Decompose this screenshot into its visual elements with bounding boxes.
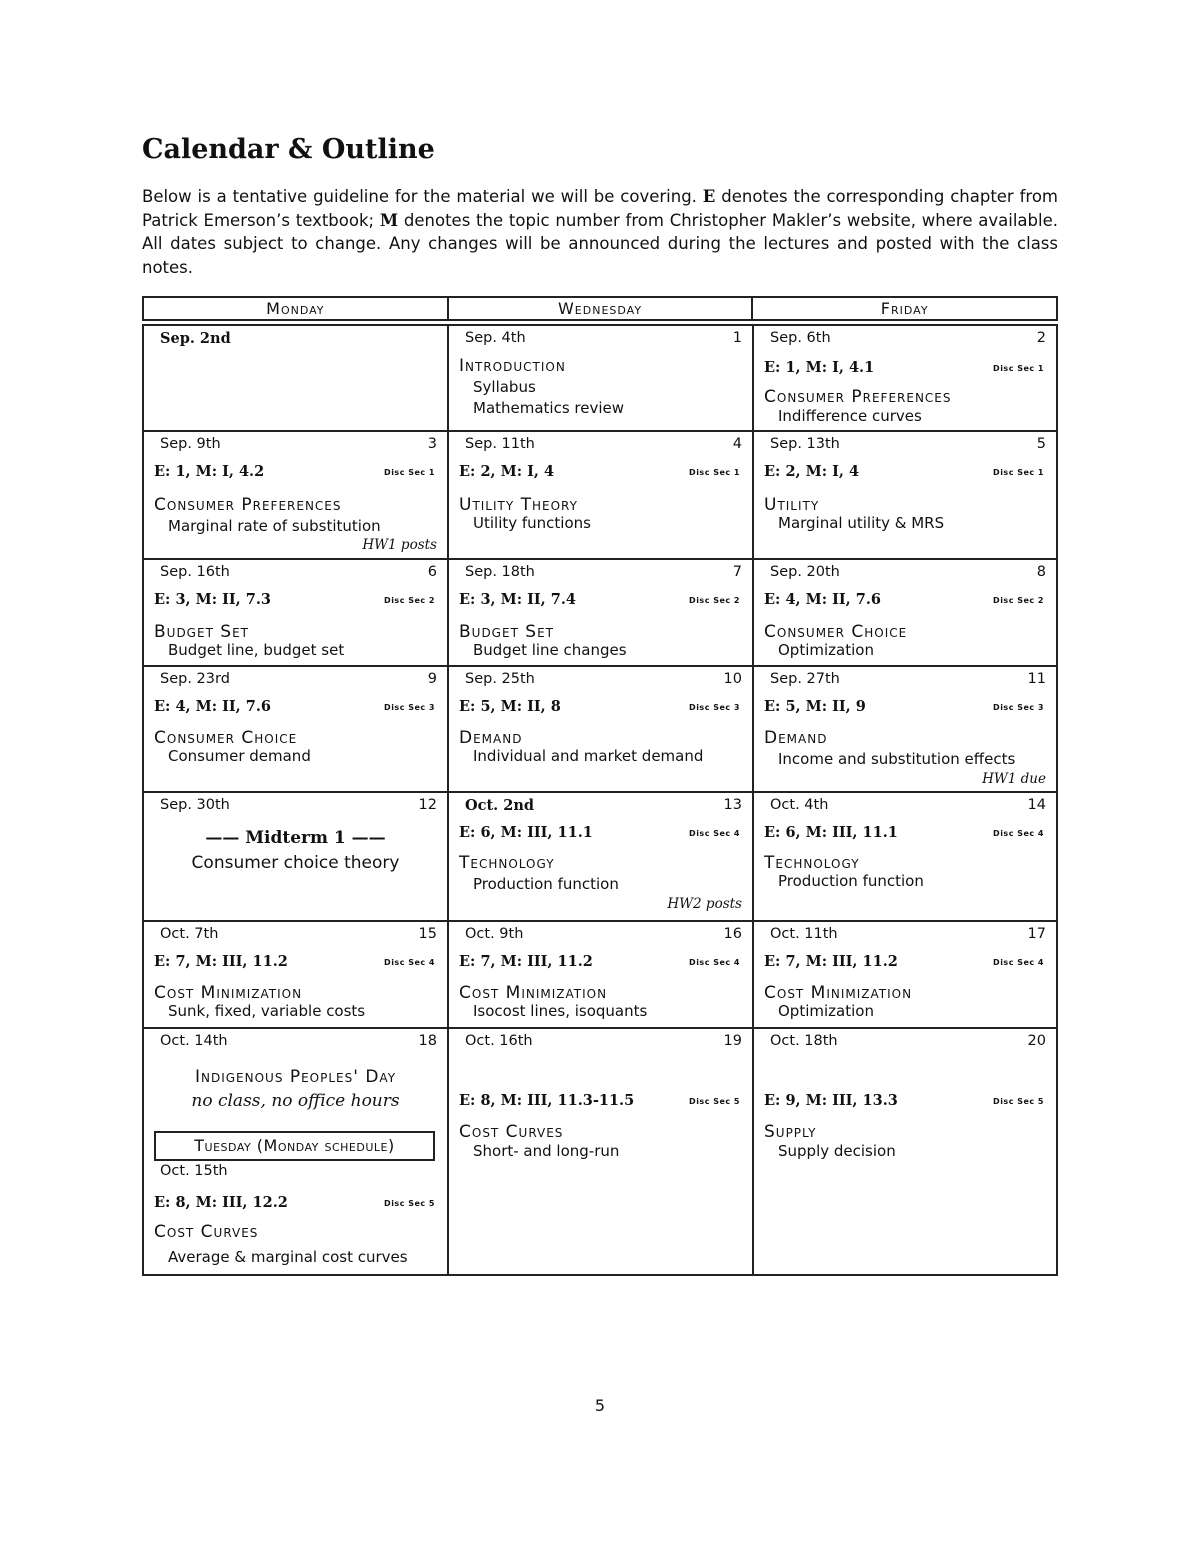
date-label: Sep. 9th (160, 436, 221, 452)
homework-note: HW1 posts (362, 537, 437, 553)
topic-subtitle: Supply decision (778, 1142, 896, 1160)
lecture-number: 17 (1027, 926, 1046, 942)
topic-subtitle: Syllabus (473, 378, 536, 396)
lecture-number: 12 (418, 797, 437, 813)
tuesday-schedule-box: Tuesday (Monday schedule) (154, 1131, 435, 1161)
reading-reference: E: 1, M: I, 4.1 (764, 359, 875, 376)
topic-title: Utility (764, 495, 820, 515)
lecture-number: 15 (418, 926, 437, 942)
date-label: Oct. 14th (160, 1033, 228, 1049)
lecture-number: 6 (427, 564, 437, 580)
topic-title: Cost Minimization (459, 983, 608, 1003)
day-cell (447, 922, 752, 1027)
date-label: Sep. 23rd (160, 671, 230, 687)
lecture-number: 16 (723, 926, 742, 942)
reading-reference: E: 4, M: II, 7.6 (764, 591, 881, 608)
discussion-section: Disc Sec 2 (689, 596, 740, 605)
lecture-number: 9 (427, 671, 437, 687)
discussion-section: Disc Sec 5 (993, 1097, 1044, 1106)
topic-title: Consumer Preferences (154, 495, 342, 515)
topic-subtitle: Income and substitution effects (778, 750, 1016, 768)
topic-subtitle: Production function (778, 872, 924, 890)
day-cell (752, 1029, 1056, 1274)
week-row (144, 560, 1056, 667)
page-number: 5 (594, 1396, 606, 1415)
topic-subtitle: Sunk, fixed, variable costs (168, 1002, 366, 1020)
date-label: Sep. 27th (770, 671, 840, 687)
topic-title: Cost Curves (154, 1222, 259, 1242)
lecture-number: 11 (1027, 671, 1046, 687)
day-cell (752, 667, 1056, 791)
discussion-section: Disc Sec 4 (689, 958, 740, 967)
midterm-title: —— Midterm 1 —— (205, 828, 386, 848)
topic-title: Supply (764, 1122, 817, 1142)
date-label: Oct. 9th (465, 926, 524, 942)
topic-title: Cost Minimization (764, 983, 913, 1003)
discussion-section: Disc Sec 4 (384, 958, 435, 967)
day-cell (144, 922, 447, 1027)
day-cell (752, 326, 1056, 430)
intro-paragraph (142, 185, 1058, 279)
topic-subtitle: Marginal rate of substitution (168, 517, 381, 535)
topic-title: Budget Set (459, 622, 555, 642)
day-cell (144, 432, 447, 558)
lecture-number: 18 (418, 1033, 437, 1049)
topic-title: Introduction (459, 356, 566, 376)
header-friday: Friday (751, 298, 1056, 319)
discussion-section: Disc Sec 3 (993, 703, 1044, 712)
intro-text: denotes the corresponding chapter from Patrick Emerson’s textbook; (142, 187, 1058, 230)
topic-title: Cost Curves (459, 1122, 564, 1142)
reading-reference: E: 9, M: III, 13.3 (764, 1092, 898, 1109)
topic-title: Consumer Choice (154, 728, 298, 748)
discussion-section: Disc Sec 3 (384, 703, 435, 712)
topic-subtitle: Average & marginal cost curves (168, 1248, 408, 1266)
week-row (144, 326, 1056, 432)
intro-text: Below is a tentative guideline for the material we will be covering. (142, 187, 703, 206)
date-label: Sep. 13th (770, 436, 840, 452)
discussion-section: Disc Sec 1 (993, 468, 1044, 477)
week-row (144, 667, 1056, 793)
week-row (144, 793, 1056, 922)
reading-reference: E: 8, M: III, 12.2 (154, 1194, 288, 1211)
date-label: Oct. 4th (770, 797, 829, 813)
day-cell (447, 1029, 752, 1274)
date-label: Sep. 6th (770, 330, 831, 346)
day-cell (144, 560, 447, 665)
topic-title: Consumer Preferences (764, 387, 952, 407)
day-cell (447, 432, 752, 558)
lecture-number: 10 (723, 671, 742, 687)
date-label: Sep. 11th (465, 436, 535, 452)
date-label: Sep. 2nd (160, 330, 231, 347)
topic-subtitle: Budget line changes (473, 641, 627, 659)
holiday-title: Indigenous Peoples' Day (194, 1067, 397, 1087)
discussion-section: Disc Sec 4 (993, 829, 1044, 838)
topic-title: Technology (764, 853, 860, 873)
reading-reference: E: 5, M: II, 8 (459, 698, 561, 715)
reading-reference: E: 2, M: I, 4 (459, 463, 555, 480)
date-label: Sep. 16th (160, 564, 230, 580)
lecture-number: 14 (1027, 797, 1046, 813)
day-cell (752, 793, 1056, 920)
day-cell (752, 432, 1056, 558)
page-title: Calendar & Outline (142, 134, 435, 165)
reading-reference: E: 5, M: II, 9 (764, 698, 866, 715)
reading-reference: E: 4, M: II, 7.6 (154, 698, 271, 715)
date-label: Oct. 11th (770, 926, 838, 942)
date-label: Sep. 25th (465, 671, 535, 687)
reading-reference: E: 7, M: III, 11.2 (459, 953, 593, 970)
day-cell (447, 560, 752, 665)
calendar-grid (142, 324, 1058, 1276)
topic-title: Utility Theory (459, 495, 578, 515)
topic-subtitle: Utility functions (473, 514, 591, 532)
discussion-section: Disc Sec 5 (689, 1097, 740, 1106)
lecture-number: 13 (723, 797, 742, 813)
topic-subtitle: Isocost lines, isoquants (473, 1002, 648, 1020)
lecture-number: 20 (1027, 1033, 1046, 1049)
topic-subtitle: Consumer demand (168, 747, 311, 765)
date-label: Oct. 7th (160, 926, 219, 942)
reading-reference: E: 3, M: II, 7.4 (459, 591, 576, 608)
date-label: Sep. 20th (770, 564, 840, 580)
lecture-number: 8 (1036, 564, 1046, 580)
topic-subtitle: Mathematics review (473, 399, 625, 417)
day-cell (144, 793, 447, 920)
topic-subtitle: Indifference curves (778, 407, 922, 425)
discussion-section: Disc Sec 5 (384, 1199, 435, 1208)
discussion-section: Disc Sec 4 (993, 958, 1044, 967)
header-monday: Monday (266, 299, 325, 318)
reading-reference: E: 1, M: I, 4.2 (154, 463, 265, 480)
reading-reference: E: 6, M: III, 11.1 (459, 824, 593, 841)
discussion-section: Disc Sec 4 (689, 829, 740, 838)
reading-reference: E: 7, M: III, 11.2 (154, 953, 288, 970)
midterm-subtitle: Consumer choice theory (191, 853, 400, 873)
topic-subtitle: Short- and long-run (473, 1142, 620, 1160)
day-cell (752, 560, 1056, 665)
reading-reference: E: 7, M: III, 11.2 (764, 953, 898, 970)
topic-subtitle: Individual and market demand (473, 747, 704, 765)
topic-title: Consumer Choice (764, 622, 908, 642)
date-label: Sep. 4th (465, 330, 526, 346)
day-cell (144, 326, 447, 430)
topic-subtitle: Optimization (778, 1002, 874, 1020)
topic-title: Technology (459, 853, 555, 873)
discussion-section: Disc Sec 1 (384, 468, 435, 477)
lecture-number: 3 (427, 436, 437, 452)
date-label: Oct. 18th (770, 1033, 838, 1049)
calendar-header (142, 296, 1058, 321)
discussion-section: Disc Sec 2 (384, 596, 435, 605)
reading-reference: E: 6, M: III, 11.1 (764, 824, 898, 841)
day-cell (447, 667, 752, 791)
lecture-number: 2 (1036, 330, 1046, 346)
date-label: Sep. 30th (160, 797, 230, 813)
homework-note: HW2 posts (667, 896, 742, 912)
topic-subtitle: Optimization (778, 641, 874, 659)
discussion-section: Disc Sec 3 (689, 703, 740, 712)
discussion-section: Disc Sec 2 (993, 596, 1044, 605)
reading-reference: E: 3, M: II, 7.3 (154, 591, 271, 608)
header-wednesday: Wednesday (447, 298, 752, 319)
topic-title: Demand (459, 728, 523, 748)
topic-title: Budget Set (154, 622, 250, 642)
date-label: Oct. 15th (160, 1163, 228, 1179)
date-label: Oct. 2nd (465, 797, 535, 814)
week-row (144, 432, 1056, 560)
discussion-section: Disc Sec 1 (993, 364, 1044, 373)
topic-title: Demand (764, 728, 828, 748)
day-cell (447, 793, 752, 920)
reading-reference: E: 8, M: III, 11.3-11.5 (459, 1092, 635, 1109)
intro-m-marker: M (379, 210, 399, 230)
intro-text: denotes the topic number from Christopher Makler’s website, where available. All dates subject to change. Any changes will be announced during the lectures and posted with the class notes. (142, 210, 1058, 277)
lecture-number: 7 (732, 564, 742, 580)
week-row (144, 922, 1056, 1029)
discussion-section: Disc Sec 1 (689, 468, 740, 477)
topic-subtitle: Budget line, budget set (168, 641, 345, 659)
homework-note: HW1 due (982, 771, 1046, 787)
date-label: Sep. 18th (465, 564, 535, 580)
topic-subtitle: Production function (473, 875, 619, 893)
day-cell (752, 922, 1056, 1027)
topic-title: Cost Minimization (154, 983, 303, 1003)
reading-reference: E: 2, M: I, 4 (764, 463, 860, 480)
lecture-number: 1 (732, 330, 742, 346)
lecture-number: 4 (732, 436, 742, 452)
date-label: Oct. 16th (465, 1033, 533, 1049)
day-cell (144, 667, 447, 791)
lecture-number: 5 (1036, 436, 1046, 452)
day-cell (144, 1029, 447, 1274)
topic-subtitle: Marginal utility & MRS (778, 514, 945, 532)
day-cell (447, 326, 752, 430)
holiday-note: no class, no office hours (191, 1091, 400, 1111)
intro-e-marker: E (702, 187, 716, 206)
week-row (144, 1029, 1056, 1274)
lecture-number: 19 (723, 1033, 742, 1049)
